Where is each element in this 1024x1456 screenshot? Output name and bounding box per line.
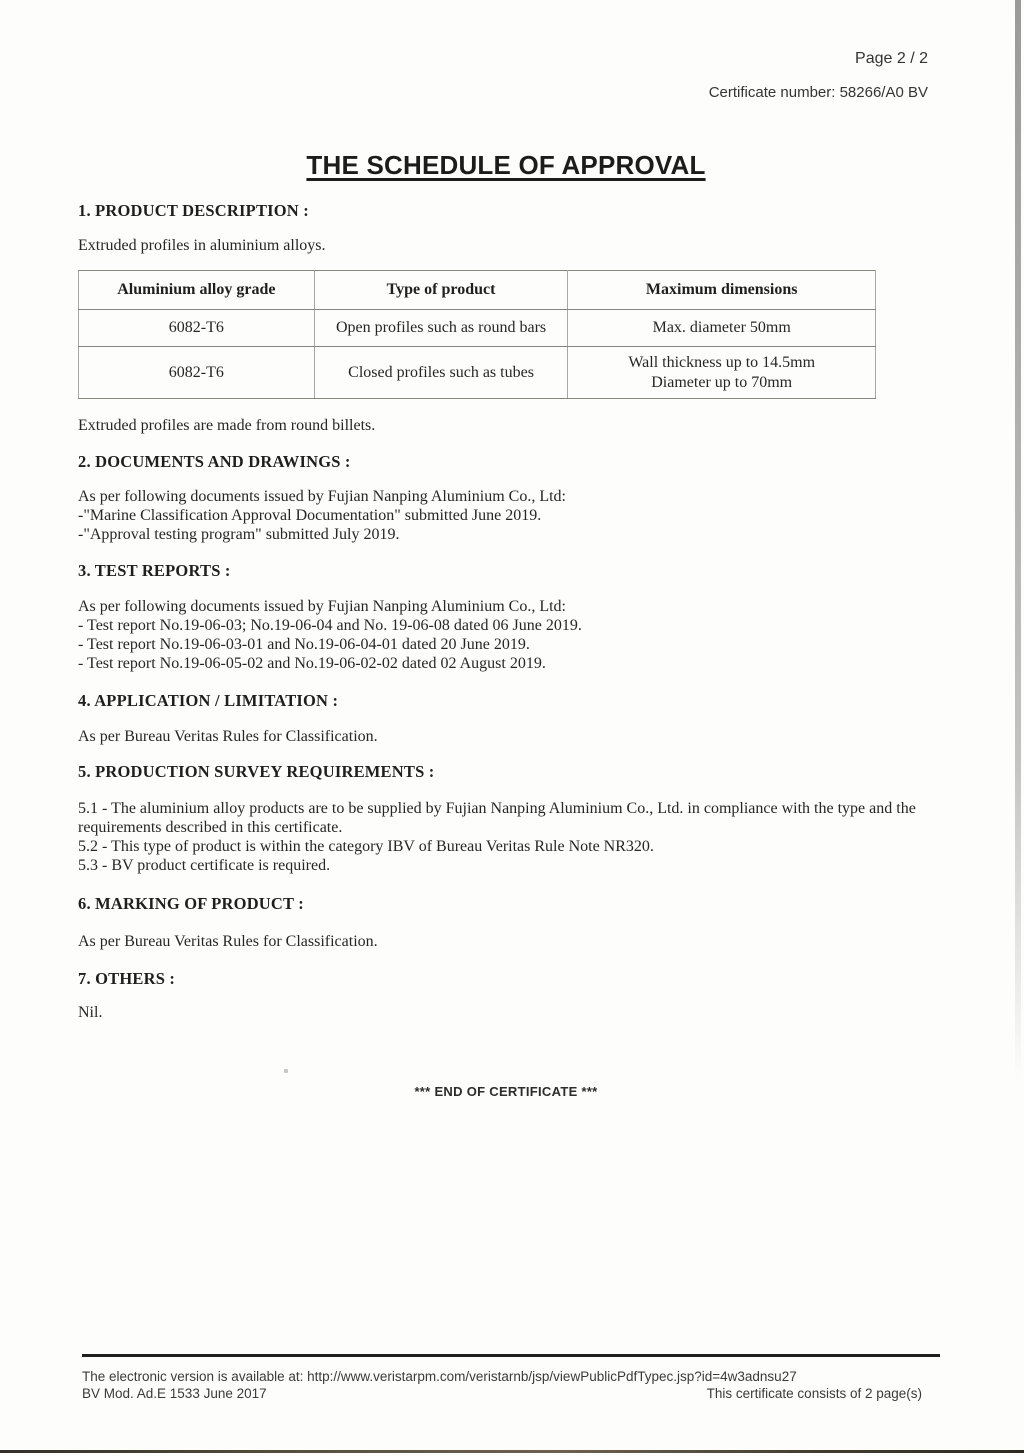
section-7-body: Nil. xyxy=(78,1004,103,1021)
body-line: - Test report No.19-06-03-01 and No.19-06-04-01 dated 20 June 2019. xyxy=(78,636,530,653)
scan-edge-artifact-bottom xyxy=(0,1450,1024,1453)
body-line: -"Approval testing program" submitted July 2019. xyxy=(78,526,400,543)
footer-page-count-note: This certificate consists of 2 page(s) xyxy=(706,1386,922,1401)
dimension-line: Diameter up to 70mm xyxy=(651,373,793,391)
section-5-heading: 5. PRODUCTION SURVEY REQUIREMENTS : xyxy=(78,762,435,781)
section-2-heading: 2. DOCUMENTS AND DRAWINGS : xyxy=(78,452,351,471)
dimension-line: Wall thickness up to 14.5mm xyxy=(628,353,816,371)
body-line: - Test report No.19-06-03; No.19-06-04 and No. 19-06-08 dated 06 June 2019. xyxy=(78,617,582,634)
end-of-certificate-marker: *** END OF CERTIFICATE *** xyxy=(414,1084,598,1099)
section-1-note: Extruded profiles are made from round billets. xyxy=(78,417,376,434)
dimension-line: Max. diameter 50mm xyxy=(652,319,791,336)
body-line: - Test report No.19-06-05-02 and No.19-06-02-02 dated 02 August 2019. xyxy=(78,655,546,672)
body-line: As per following documents issued by Fujian Nanping Aluminium Co., Ltd: xyxy=(78,598,566,615)
section-5-body xyxy=(78,799,934,875)
body-line: -"Marine Classification Approval Documentation" submitted June 2019. xyxy=(78,507,542,524)
section-4-body: As per Bureau Veritas Rules for Classification. xyxy=(78,728,378,745)
cell-max-dimensions xyxy=(568,310,876,347)
table-row xyxy=(79,347,876,399)
cell-max-dimensions xyxy=(568,347,876,399)
cell-product-type: Closed profiles such as tubes xyxy=(314,347,568,399)
section-1-intro: Extruded profiles in aluminium alloys. xyxy=(78,237,326,254)
section-6-body: As per Bureau Veritas Rules for Classification. xyxy=(78,933,378,950)
section-6-heading: 6. MARKING OF PRODUCT : xyxy=(78,894,304,913)
footer-divider xyxy=(82,1354,940,1357)
page-footer xyxy=(82,1354,940,1402)
cell-product-type: Open profiles such as round bars xyxy=(314,310,568,347)
column-header-product-type: Type of product xyxy=(314,271,568,310)
section-7-heading: 7. OTHERS : xyxy=(78,969,176,988)
footer-reference-row xyxy=(82,1386,940,1402)
column-header-max-dimensions: Maximum dimensions xyxy=(568,271,876,310)
footer-electronic-version: The electronic version is available at: http://www.veristarpm.com/veristarnb/jsp/viewPublicPdfTypec.jsp?id=4w3adnsu27 xyxy=(82,1369,797,1384)
column-header-alloy-grade: Aluminium alloy grade xyxy=(79,271,315,310)
product-description-table xyxy=(78,270,876,399)
section-3-heading: 3. TEST REPORTS : xyxy=(78,561,231,580)
scan-edge-artifact-right xyxy=(1015,0,1021,1080)
table-row xyxy=(79,310,876,347)
body-line: As per following documents issued by Fujian Nanping Aluminium Co., Ltd: xyxy=(78,488,566,505)
section-3-body xyxy=(78,597,934,673)
certificate-number-label: Certificate number: 58266/A0 BV xyxy=(708,84,928,101)
footer-form-reference: BV Mod. Ad.E 1533 June 2017 xyxy=(82,1386,267,1401)
section-2-body xyxy=(78,487,934,544)
page-number-label: Page 2 / 2 xyxy=(855,50,928,67)
section-1-heading: 1. PRODUCT DESCRIPTION : xyxy=(78,201,309,220)
body-line: 5.3 - BV product certificate is required. xyxy=(78,857,331,874)
body-line: 5.1 - The aluminium alloy products are to be supplied by Fujian Nanping Aluminium Co., Ltd. in compliance with the type and the requirements described in this certificate. xyxy=(78,800,916,836)
section-4-heading: 4. APPLICATION / LIMITATION : xyxy=(78,691,339,710)
body-line: 5.2 - This type of product is within the category IBV of Bureau Veritas Rule Note NR320. xyxy=(78,838,654,855)
table-header-row xyxy=(79,271,876,310)
document-title: THE SCHEDULE OF APPROVAL xyxy=(306,150,706,180)
cell-alloy-grade: 6082-T6 xyxy=(79,310,315,347)
document-body xyxy=(78,0,934,1099)
cell-alloy-grade: 6082-T6 xyxy=(79,347,315,399)
